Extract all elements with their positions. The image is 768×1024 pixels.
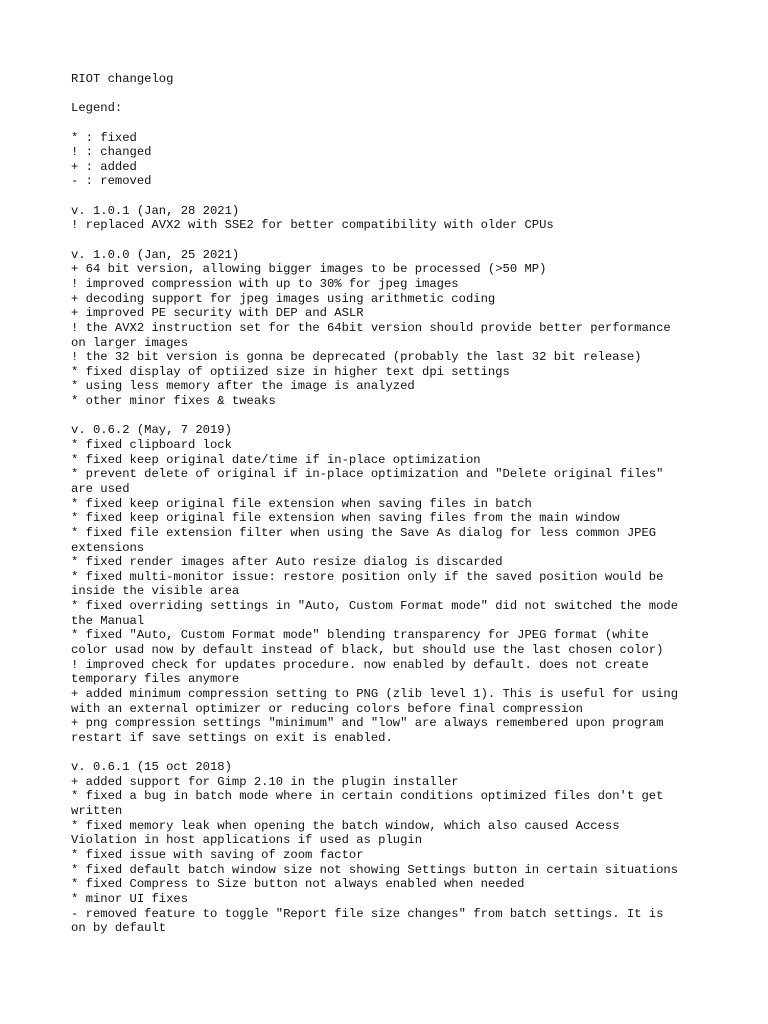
changelog-entry: * fixed issue with saving of zoom factor: [71, 847, 364, 862]
changelog-entry: extensions: [71, 540, 145, 555]
blank-line: [71, 189, 731, 204]
changelog-entry: * fixed keep original file extension when saving files from the main window: [71, 511, 620, 526]
changelog-entry: ! improved compression with up to 30% for jpeg images: [71, 276, 459, 291]
changelog-entry: * fixed multi-monitor issue: restore position only if the saved position would be: [71, 569, 664, 584]
changelog-entry: ! replaced AVX2 with SSE2 for better compatibility with older CPUs: [71, 218, 554, 233]
changelog-entry: Violation in host applications if used as plugin: [71, 833, 423, 848]
changelog-entry: ! the AVX2 instruction set for the 64bit version should provide better performance: [71, 320, 671, 335]
changelog-entry: - removed feature to toggle "Report file size changes" from batch settings. It is: [71, 906, 664, 921]
changelog-entry: inside the visible area: [71, 584, 240, 599]
blank-line: [71, 745, 731, 760]
changelog-entry: * fixed "Auto, Custom Format mode" blending transparency for JPEG format (white: [71, 628, 649, 643]
changelog-entry: * fixed default batch window size not showing Settings button in certain situations: [71, 862, 679, 877]
changelog-entry: + added minimum compression setting to PNG (zlib level 1). This is useful for using: [71, 686, 679, 701]
version-heading: v. 1.0.0 (Jan, 25 2021): [71, 247, 240, 262]
version-heading: v. 1.0.1 (Jan, 28 2021): [71, 203, 240, 218]
version-section: [71, 760, 731, 936]
changelog-entry: * prevent delete of original if in-place optimization and "Delete original files": [71, 467, 664, 482]
changelog-entry: ! improved check for updates procedure. now enabled by default. does not create: [71, 657, 649, 672]
blank-line: [71, 87, 731, 102]
changelog-document: [71, 72, 731, 936]
changelog-entry: * other minor fixes & tweaks: [71, 394, 276, 409]
version-heading: v. 0.6.2 (May, 7 2019): [71, 423, 232, 438]
blank-line: [71, 233, 731, 248]
changelog-entry: * minor UI fixes: [71, 891, 189, 906]
changelog-entry: are used: [71, 481, 130, 496]
version-heading: v. 0.6.1 (15 oct 2018): [71, 760, 232, 775]
blank-line: [71, 116, 731, 131]
document-title: RIOT changelog: [71, 72, 174, 86]
blank-line: [71, 409, 731, 424]
changelog-entry: * fixed display of optiized size in higher text dpi settings: [71, 364, 510, 379]
changelog-entry: color usad now by default instead of black, but should use the last chosen color): [71, 642, 664, 657]
changelog-entry: * fixed file extension filter when using the Save As dialog for less common JPEG: [71, 525, 657, 540]
changelog-entry: on larger images: [71, 335, 189, 350]
changelog-entry: * fixed a bug in batch mode where in certain conditions optimized files don't get: [71, 789, 664, 804]
changelog-entry: with an external optimizer or reducing colors before final compression: [71, 701, 583, 716]
version-section: [71, 204, 731, 233]
version-section: [71, 423, 731, 745]
changelog-entry: + png compression settings "minimum" and "low" are always remembered upon program: [71, 716, 664, 731]
changelog-entry: * fixed keep original date/time if in-place optimization: [71, 452, 481, 467]
changelog-entry: * fixed render images after Auto resize dialog is discarded: [71, 555, 503, 570]
changelog-entry: * using less memory after the image is analyzed: [71, 379, 415, 394]
changelog-entry: ! the 32 bit version is gonna be deprecated (probably the last 32 bit release): [71, 350, 642, 365]
changelog-entry: on by default: [71, 921, 167, 936]
changelog-entry: + improved PE security with DEP and ASLR: [71, 306, 364, 321]
legend-item: ! : changed: [71, 145, 152, 160]
legend-item: * : fixed: [71, 130, 137, 145]
changelog-entry: * fixed Compress to Size button not always enabled when needed: [71, 877, 525, 892]
changelog-entry: * fixed keep original file extension when saving files in batch: [71, 496, 532, 511]
changelog-entry: the Manual: [71, 613, 145, 628]
changelog-entry: temporary files anymore: [71, 672, 240, 687]
changelog-entry: + 64 bit version, allowing bigger images to be processed (>50 MP): [71, 262, 547, 277]
changelog-entry: restart if save settings on exit is enabled.: [71, 730, 393, 745]
version-section: [71, 248, 731, 409]
changelog-entry: written: [71, 804, 123, 819]
changelog-entry: * fixed memory leak when opening the batch window, which also caused Access: [71, 818, 620, 833]
legend-item: - : removed: [71, 174, 152, 189]
changelog-entry: + decoding support for jpeg images using arithmetic coding: [71, 291, 496, 306]
legend-section: [71, 101, 731, 189]
changelog-entry: + added support for Gimp 2.10 in the plugin installer: [71, 774, 459, 789]
legend-heading: Legend:: [71, 101, 123, 116]
changelog-entry: * fixed clipboard lock: [71, 438, 232, 453]
legend-item: + : added: [71, 159, 137, 174]
changelog-entry: * fixed overriding settings in "Auto, Custom Format mode" did not switched the mode: [71, 599, 679, 614]
